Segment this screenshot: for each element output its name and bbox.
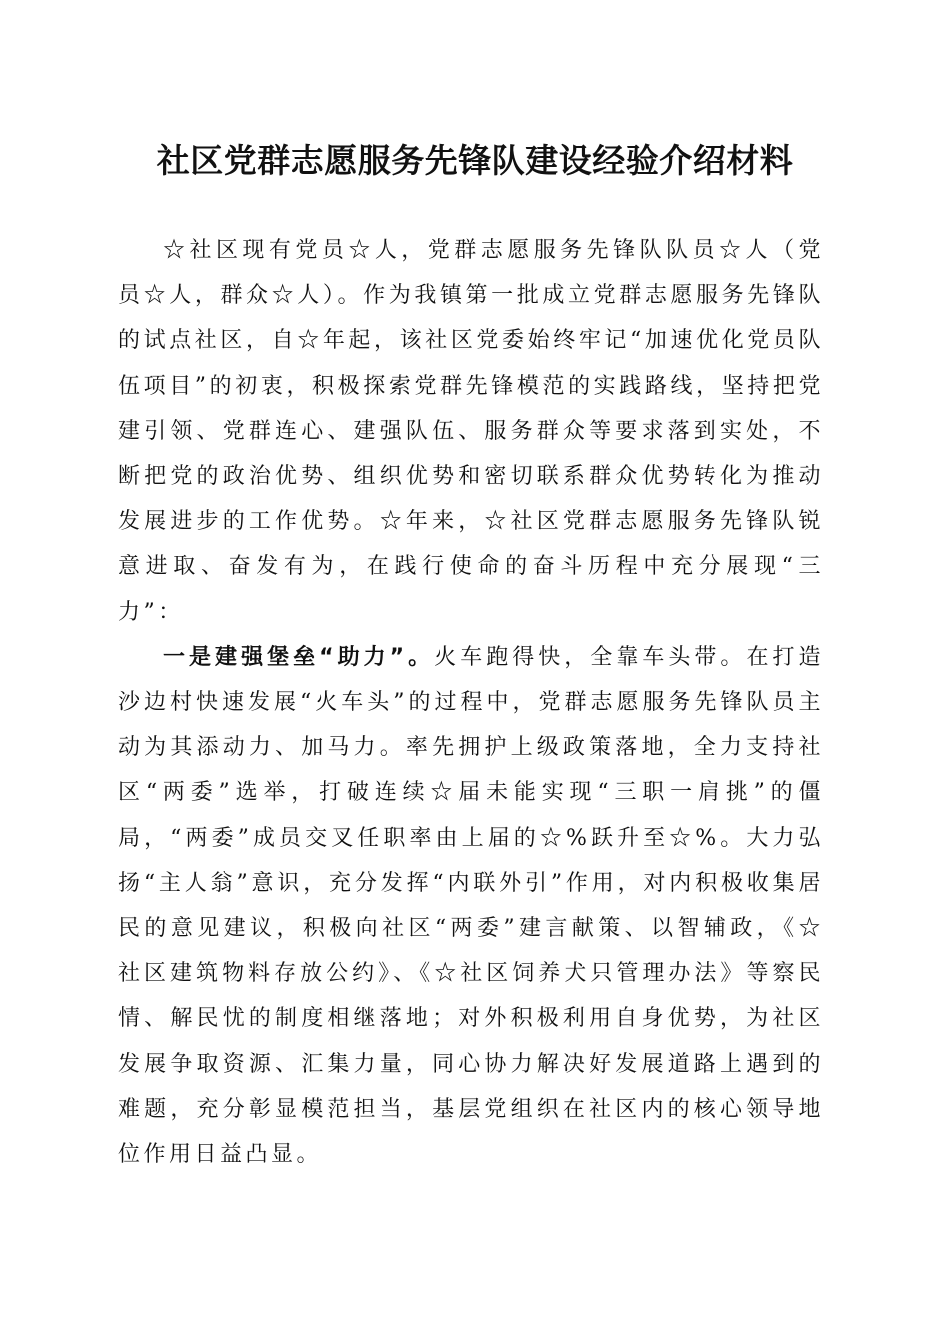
paragraph-intro-text: ☆社区现有党员☆人，党群志愿服务先锋队队员☆人（党员☆人，群众☆人）。作为我镇第一批成立党群志愿服务先锋队的试点社区，自☆年起，该社区党委始终牢记“加速优化党员队伍项目”的初衷，积极探索党群先锋模范的实践路线，坚持把党建引领、党群连心、建强队伍、服务群众等要求落到实处，不断把党的政治优势、组织优势和密切联系群众优势转化为推动发展进步的工作优势。☆年来，☆社区党群志愿服务先锋队锐意进取、奋发有为，在践行使命的奋斗历程中充分展现“三力”：	[118, 238, 824, 625]
paragraph-point-one-lead: 一是建强堡垒“助力”。	[163, 644, 435, 670]
paragraph-point-one	[118, 635, 824, 1177]
document-body	[118, 228, 824, 1177]
document-title: 社区党群志愿服务先锋队建设经验介绍材料	[156, 141, 794, 180]
paragraph-intro	[118, 228, 824, 635]
paragraph-point-one-text: 火车跑得快，全靠车头带。在打造沙边村快速发展“火车头”的过程中，党群志愿服务先锋队员主动为其添动力、加马力。率先拥护上级政策落地，全力支持社区“两委”选举，打破连续☆届未能实现“三职一肩挑”的僵局，“两委”成员交叉任职率由上届的☆%跃升至☆%。大力弘扬“主人翁”意识，充分发挥“内联外引”作用，对内积极收集居民的意见建议，积极向社区“两委”建言献策、以智辅政，《☆社区建筑物料存放公约》、《☆社区饲养犬只管理办法》等察民情、解民忧的制度相继落地；对外积极利用自身优势，为社区发展争取资源、汇集力量，同心协力解决好发展道路上遇到的难题，充分彰显模范担当，基层党组织在社区内的核心领导地位作用日益凸显。	[118, 644, 824, 1168]
